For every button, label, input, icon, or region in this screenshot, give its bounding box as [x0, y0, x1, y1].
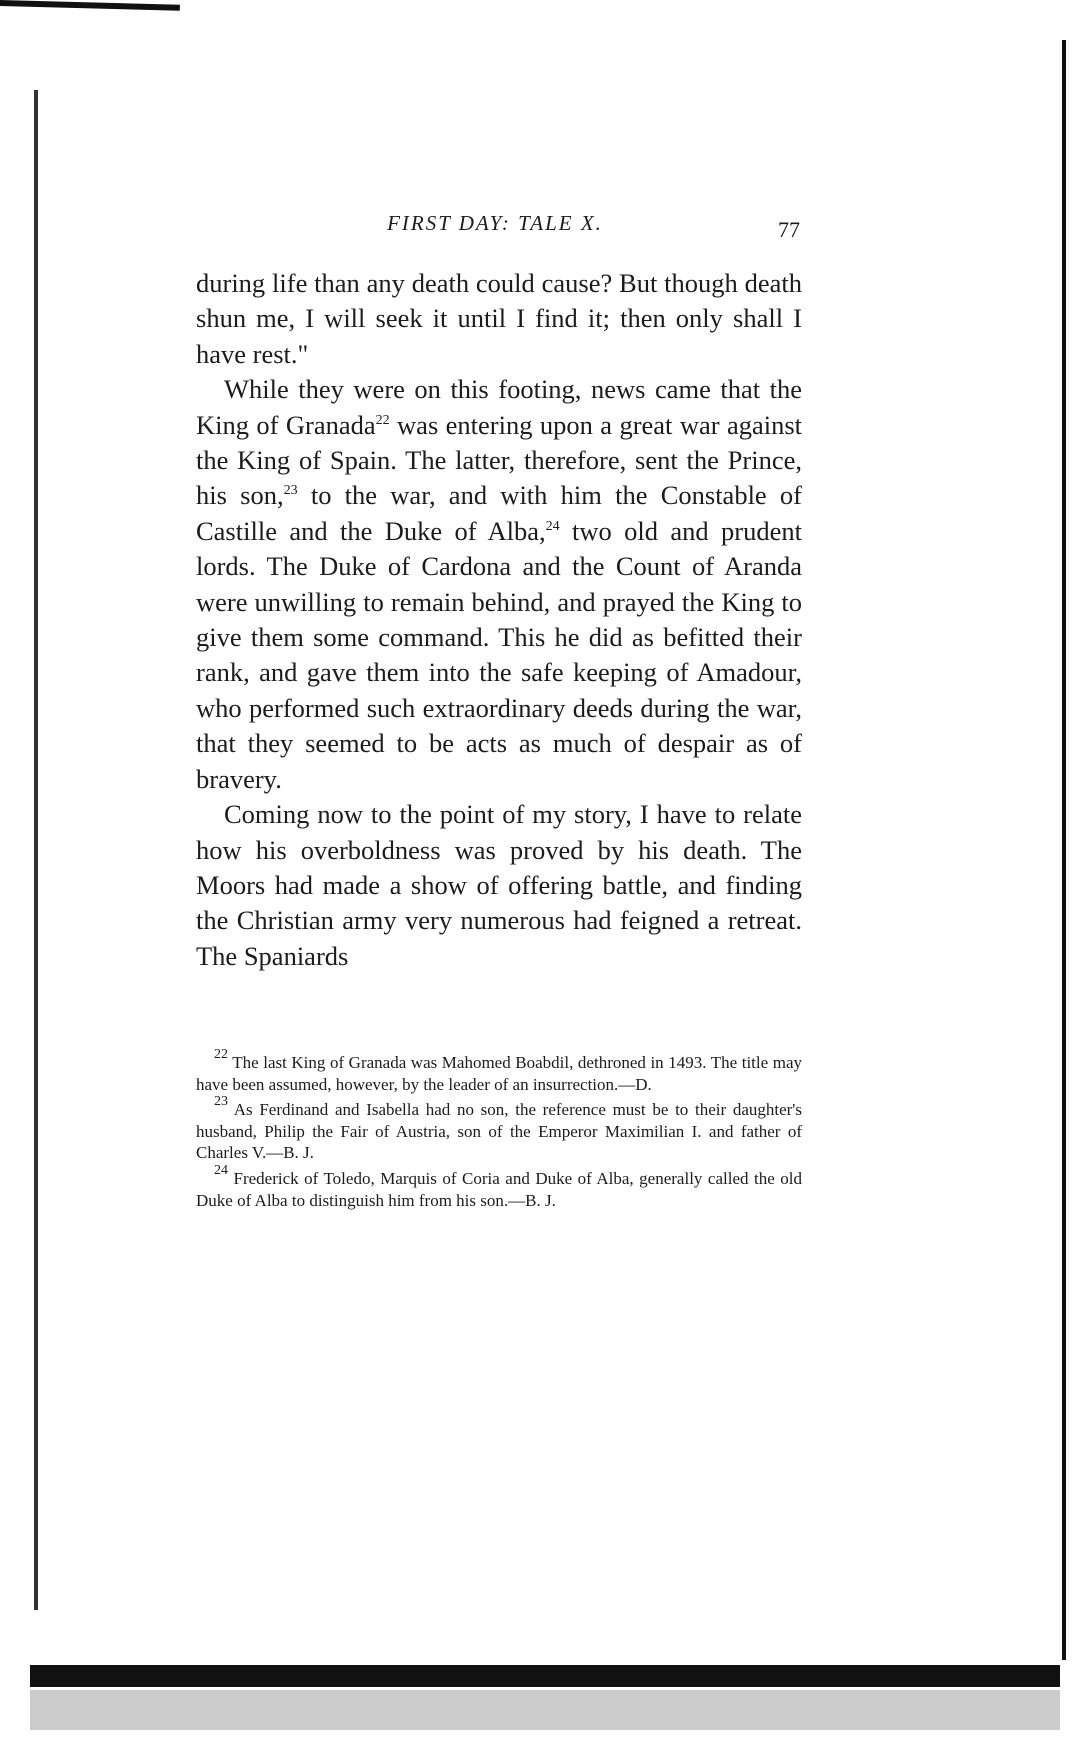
footnotes [196, 1047, 802, 1215]
footnote-ref-23: 23 [283, 483, 298, 499]
footnote-24 [196, 1162, 802, 1211]
footnote-text: Frederick of Toledo, Marquis of Coria and Duke of Alba, generally called the old Duke of Alba to distinguish him from his son.—B. J. [196, 1168, 802, 1210]
paragraph-2-part: two old and prudent lords. The Duke of Cardona and the Count of Aranda were unwilling to remain behind, and prayed the King to give them some command. This he did as befitted their rank, and gave them into the safe keeping of Amadour, who performed such extraordinary deeds during the war, that they seemed to be acts as much of despair as of bravery. [196, 515, 803, 794]
scan-edge-right [1062, 40, 1066, 1660]
running-title: FIRST DAY: TALE X. [387, 211, 603, 235]
footnote-text: As Ferdinand and Isabella had no son, the reference must be to their daughter's husband, Philip the Fair of Austria, son of the Emperor Maximilian I. and father of Charles V.—B. J. [196, 1100, 802, 1163]
footnote-23 [196, 1094, 802, 1164]
footnote-number: 22 [214, 1047, 228, 1062]
scan-edge-bottom [30, 1665, 1060, 1687]
body-text [196, 266, 802, 974]
paragraph-3: Coming now to the point of my story, I have to relate how his overboldness was proved by his death. The Moors had made a show of offering battle, and finding the Christian army very numerous had feigned a retreat. The Spaniards [196, 799, 802, 971]
footnote-number: 24 [214, 1162, 228, 1178]
paragraph-2 [196, 372, 802, 797]
scan-edge-bottom-noise [30, 1690, 1060, 1730]
paragraph-2-part: was entering upon a great war against the King of Spain. The latter, therefore, sent the Prince, his son, [196, 409, 803, 511]
scan-edge-top [0, 0, 180, 11]
footnote-ref-22: 22 [375, 412, 390, 428]
scan-edge-left [34, 90, 38, 1610]
footnote-text: The last King of Granada was Mahomed Boabdil, dethroned in 1493. The title may have been assumed, however, by the leader of an insurrection.—D. [196, 1053, 802, 1094]
footnote-number: 23 [214, 1094, 228, 1110]
page-header [190, 205, 800, 245]
page-number: 77 [778, 217, 800, 242]
paragraph-2-part: While they were on this footing, news came that the King of Granada [196, 374, 802, 440]
footnote-ref-24: 24 [545, 518, 560, 534]
footnote-22 [196, 1047, 802, 1095]
paragraph-2-part: to the war, and with him the Constable of Castille and the Duke of Alba, [196, 480, 803, 546]
paragraph-1: during life than any death could cause? But though death shun me, I will seek it until I find it; then only shall I have rest." [196, 268, 802, 369]
